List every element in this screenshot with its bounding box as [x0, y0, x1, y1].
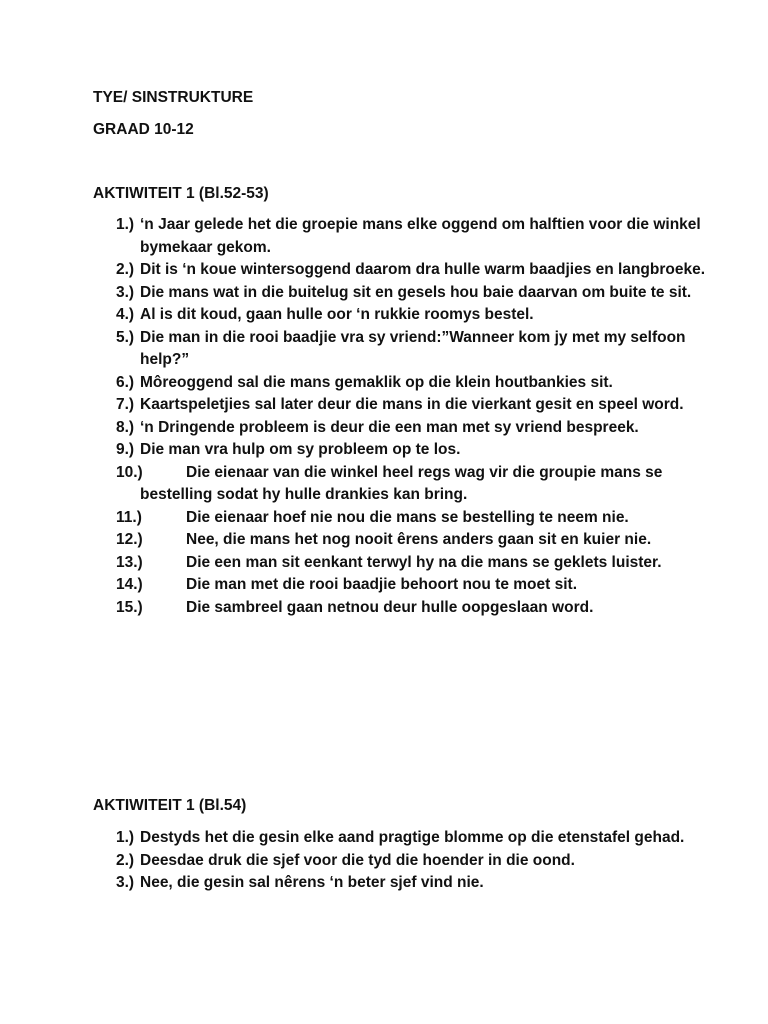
- item-text: Kaartspeletjies sal later deur die mans in die vierkant gesit en speel word.: [140, 396, 684, 413]
- item-number: 1.): [116, 216, 135, 233]
- list-item: [116, 507, 716, 530]
- item-text: Die sambreel gaan netnou deur hulle oopgeslaan word.: [186, 598, 594, 616]
- document-title: TYE/ SINSTRUKTURE: [93, 89, 254, 106]
- item-text: Die eienaar van die winkel heel regs wag vir die groupie mans se bestelling sodat hy hulle drankies kan bring.: [140, 463, 663, 503]
- item-number: 2.): [116, 851, 135, 869]
- item-number: 9.): [116, 441, 135, 458]
- section-2-list: [116, 827, 716, 895]
- list-item: [116, 597, 716, 620]
- list-item: [116, 372, 716, 395]
- list-item: [116, 304, 716, 327]
- list-item: [116, 394, 716, 417]
- item-number: 7.): [116, 396, 135, 413]
- item-number: 4.): [116, 306, 135, 323]
- list-item: [116, 552, 716, 575]
- list-item: [116, 574, 716, 597]
- item-text: Dit is ‘n koue wintersoggend daarom dra hulle warm baadjies en langbroeke.: [140, 261, 706, 278]
- item-number: 12.): [116, 531, 143, 548]
- item-number: 3.): [116, 283, 135, 301]
- list-item: [116, 462, 716, 507]
- item-text: ‘n Jaar gelede het die groepie mans elke oggend om halftien voor die winkel bymekaar gekom.: [140, 216, 701, 256]
- item-number: 1.): [116, 829, 135, 846]
- item-number: 3.): [116, 874, 135, 891]
- section-2-heading: AKTIWITEIT 1 (Bl.54): [93, 797, 247, 814]
- item-text: Môreoggend sal die mans gemaklik op die klein houtbankies sit.: [140, 373, 613, 391]
- section-1-heading: AKTIWITEIT 1 (Bl.52-53): [93, 185, 269, 202]
- item-text: Deesdae druk die sjef voor die tyd die hoender in die oond.: [140, 851, 575, 869]
- section-1-list: [116, 214, 716, 619]
- item-number: 2.): [116, 261, 135, 278]
- grade-label: GRAAD 10-12: [93, 121, 194, 138]
- list-item: [116, 872, 716, 895]
- item-text: Die een man sit eenkant terwyl hy na die mans se geklets luister.: [186, 553, 662, 571]
- item-text: Die man vra hulp om sy probleem op te los.: [140, 441, 461, 458]
- item-text: Al is dit koud, gaan hulle oor ‘n rukkie roomys bestel.: [140, 306, 534, 323]
- list-item: [116, 214, 716, 259]
- item-number: 11.): [116, 508, 142, 526]
- list-item: [116, 282, 716, 305]
- item-text: Nee, die gesin sal nêrens ‘n beter sjef vind nie.: [140, 874, 484, 891]
- item-number: 10.): [116, 463, 143, 481]
- item-text: ‘n Dringende probleem is deur die een man met sy vriend bespreek.: [140, 418, 639, 436]
- item-number: 13.): [116, 553, 143, 571]
- item-text: Die eienaar hoef nie nou die mans se bestelling te neem nie.: [186, 508, 629, 526]
- list-item: [116, 417, 716, 440]
- list-item: [116, 529, 716, 552]
- item-number: 14.): [116, 576, 143, 593]
- item-text: Destyds het die gesin elke aand pragtige blomme op die etenstafel gehad.: [140, 829, 685, 846]
- list-item: [116, 259, 716, 282]
- item-text: Die man in die rooi baadjie vra sy vriend:”Wanneer kom jy met my selfoon help?”: [140, 328, 686, 368]
- item-number: 6.): [116, 373, 135, 391]
- item-text: Nee, die mans het nog nooit êrens anders gaan sit en kuier nie.: [186, 531, 652, 548]
- item-number: 8.): [116, 418, 135, 436]
- list-item: [116, 827, 716, 850]
- item-number: 5.): [116, 328, 135, 346]
- list-item: [116, 439, 716, 462]
- item-text: Die man met die rooi baadjie behoort nou te moet sit.: [186, 576, 577, 593]
- list-item: [116, 850, 716, 873]
- list-item: [116, 327, 716, 372]
- item-text: Die mans wat in die buitelug sit en gesels hou baie daarvan om buite te sit.: [140, 283, 692, 301]
- item-number: 15.): [116, 598, 143, 616]
